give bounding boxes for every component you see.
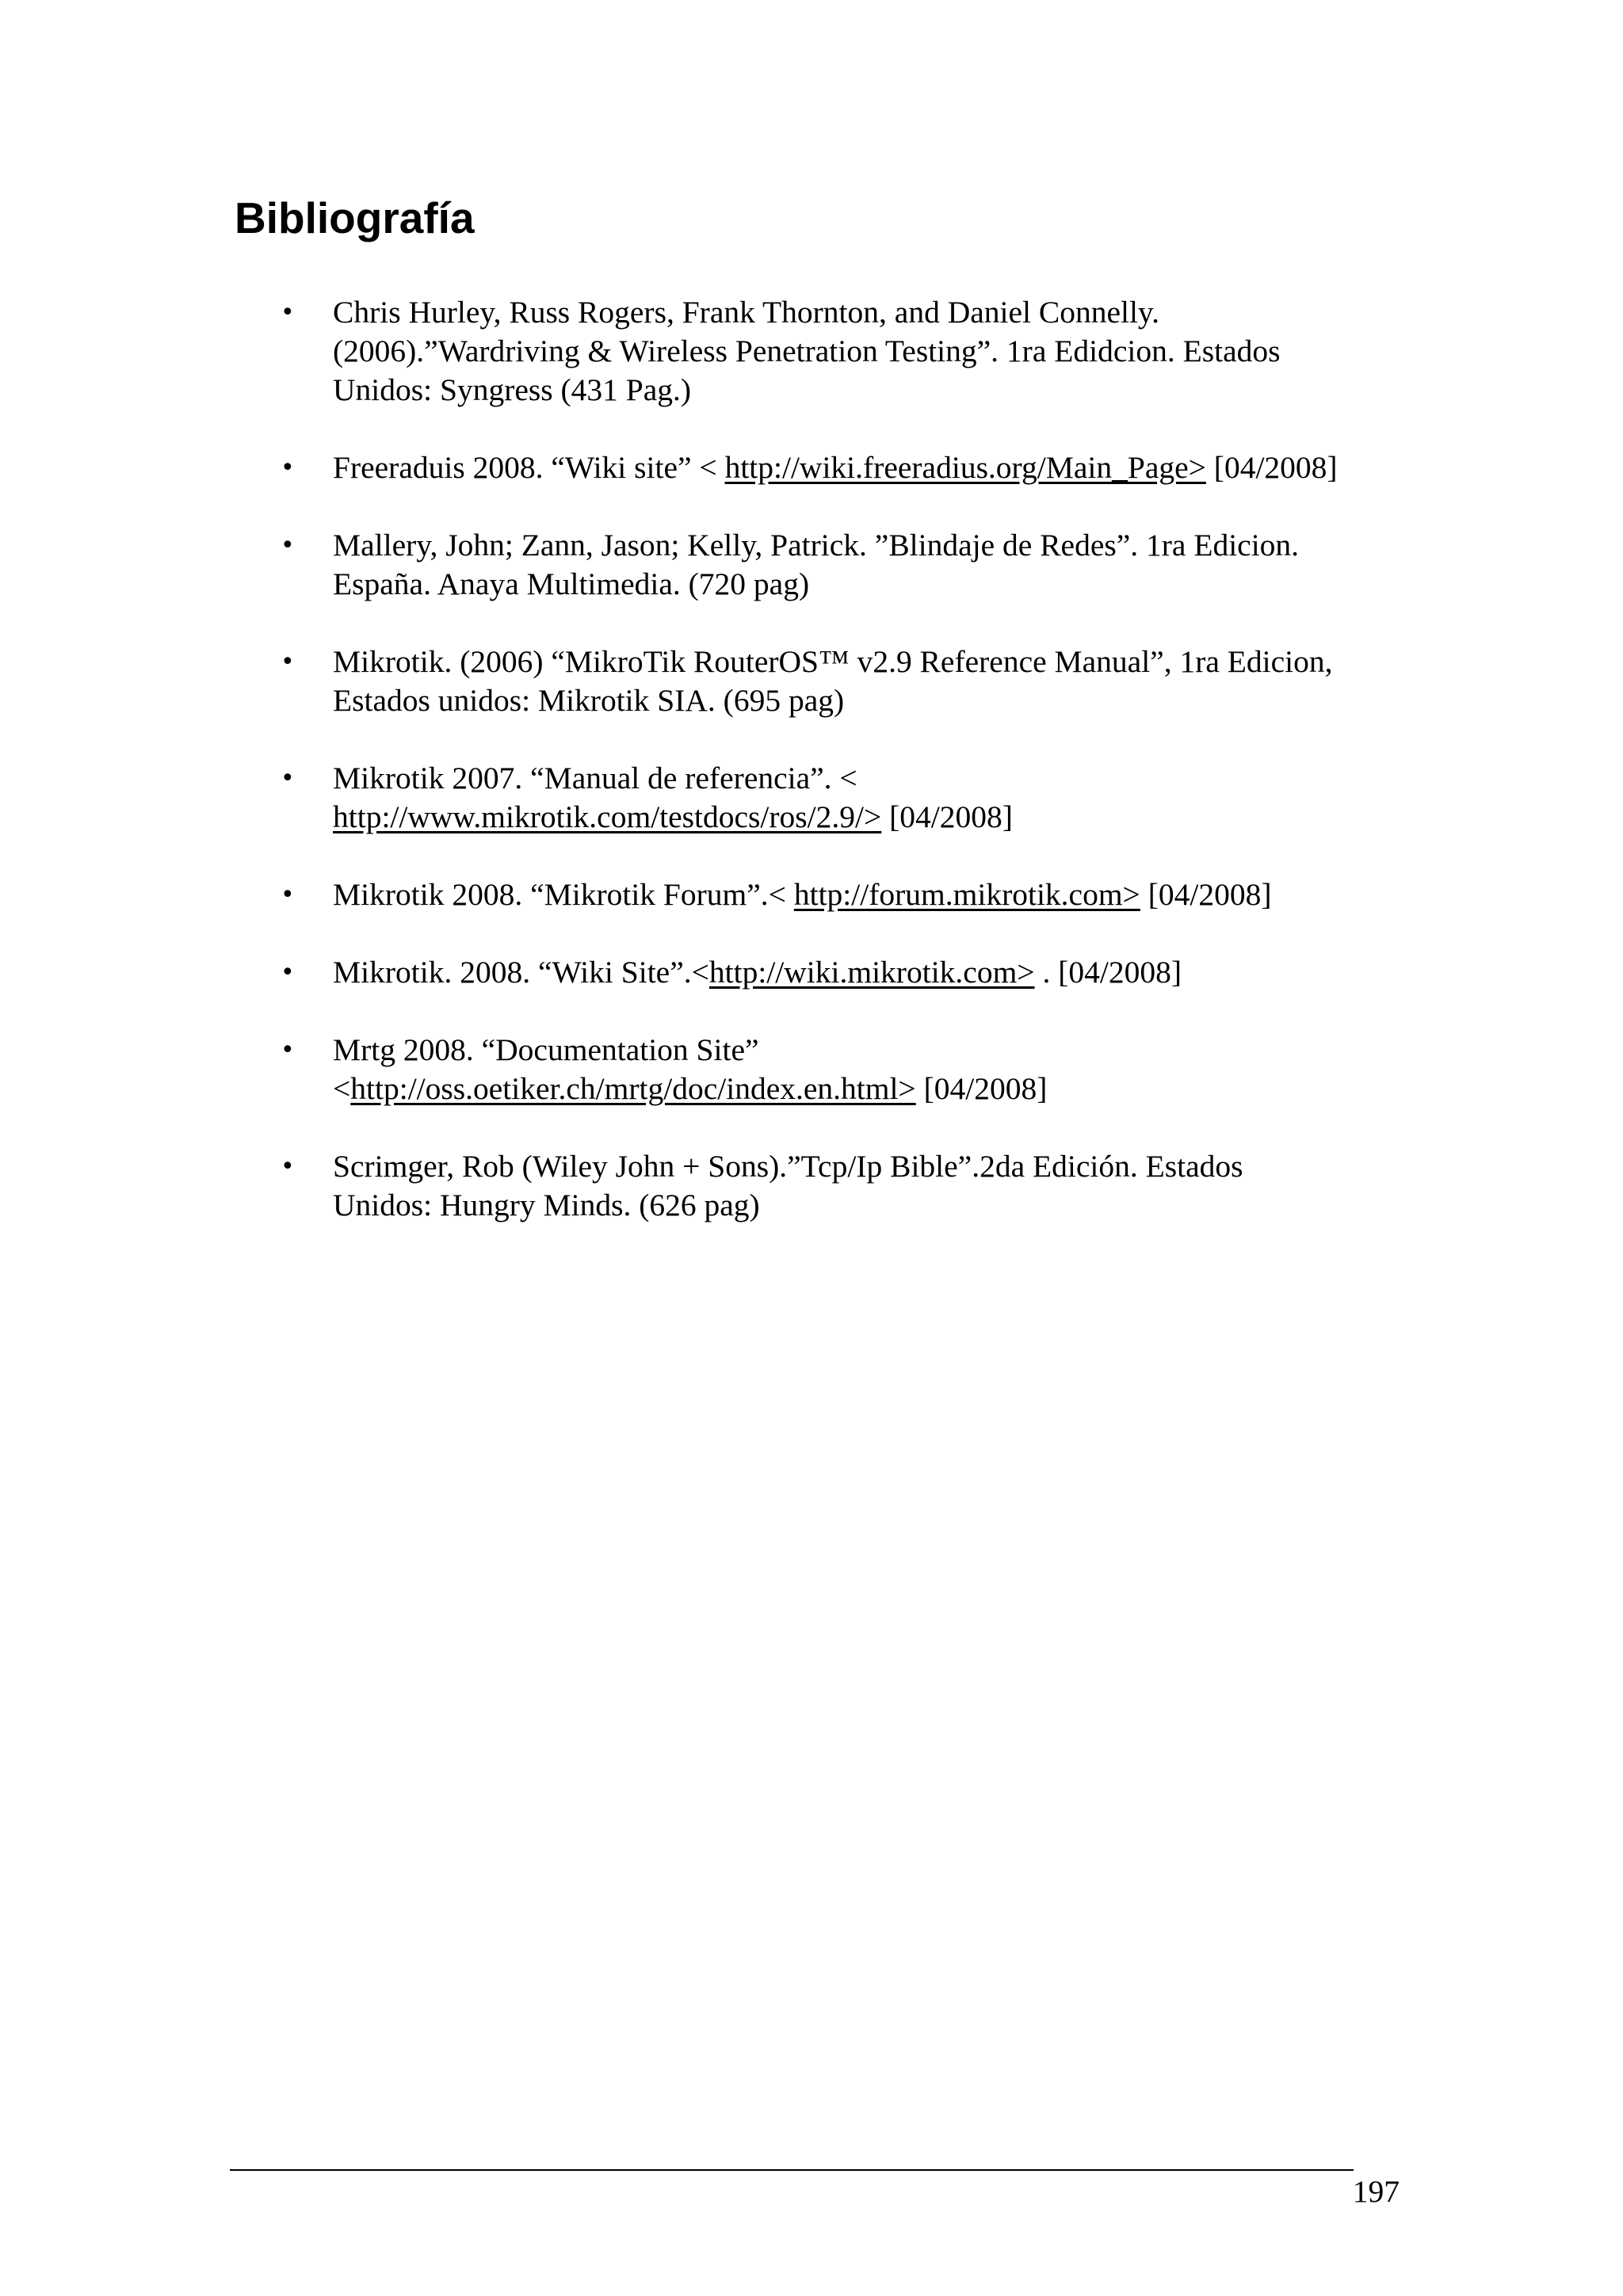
page-number: 197 (1352, 2174, 1400, 2209)
entry-text: Mikrotik 2008. “Mikrotik Forum”.< (333, 877, 794, 912)
bullet-icon: • (281, 881, 295, 909)
entry-line (333, 332, 1406, 371)
entry-text: . [04/2008] (1034, 955, 1182, 990)
entry-line (333, 1070, 1406, 1108)
bullet-icon: • (281, 532, 295, 559)
entry-text: Mrtg 2008. “Documentation Site” (333, 1032, 759, 1067)
entry-line (333, 1186, 1406, 1225)
entry-text: [04/2008] (915, 1071, 1048, 1106)
entry-text: Mikrotik 2007. “Manual de referencia”. < (333, 761, 857, 795)
entry-text: [04/2008] (881, 799, 1013, 834)
bullet-icon: • (281, 959, 295, 986)
entry-text: (2006).”Wardriving & Wireless Penetration Testing”. 1ra Edidcion. Estados (333, 334, 1281, 368)
bibliography-entry (281, 953, 1406, 992)
entry-text: Unidos: Syngress (431 Pag.) (333, 372, 692, 407)
bullet-icon: • (281, 1036, 295, 1064)
bibliography-entry (281, 448, 1406, 487)
entry-line (333, 953, 1406, 992)
entry-text: [04/2008] (1140, 877, 1272, 912)
bibliography-entry (281, 526, 1406, 604)
entry-line (333, 565, 1406, 604)
bibliography-entry (281, 1031, 1406, 1108)
entry-line (333, 759, 1406, 798)
bibliography-entry (281, 643, 1406, 720)
bibliography-entry (281, 1147, 1406, 1225)
entry-text: Scrimger, Rob (Wiley John + Sons).”Tcp/Ip Bible”.2da Edición. Estados (333, 1149, 1243, 1184)
bullet-icon: • (281, 299, 295, 326)
entry-line (333, 1031, 1406, 1070)
entry-text: Mikrotik. (2006) “MikroTik RouterOS™ v2.9 Reference Manual”, 1ra Edicion, (333, 644, 1333, 679)
bullet-icon: • (281, 648, 295, 676)
entry-text: Mikrotik. 2008. “Wiki Site”.< (333, 955, 709, 990)
entry-line (333, 526, 1406, 565)
reference-link[interactable]: http://forum.mikrotik.com> (793, 877, 1140, 912)
bibliography-entry (281, 293, 1406, 410)
entry-text: Freeraduis 2008. “Wiki site” < (333, 450, 725, 485)
bibliography-list (281, 293, 1406, 1264)
bibliography-entry (281, 875, 1406, 914)
entry-text: Estados unidos: Mikrotik SIA. (695 pag) (333, 683, 845, 718)
entry-text: Unidos: Hungry Minds. (626 pag) (333, 1188, 760, 1222)
reference-link[interactable]: http://oss.oetiker.ch/mrtg/doc/index.en.html> (350, 1071, 916, 1106)
entry-text: [04/2008] (1205, 450, 1338, 485)
entry-text: Mallery, John; Zann, Jason; Kelly, Patrick. ”Blindaje de Redes”. 1ra Edicion. (333, 528, 1300, 563)
entry-line (333, 875, 1406, 914)
bullet-icon: • (281, 454, 295, 482)
entry-line (333, 798, 1406, 837)
entry-line (333, 643, 1406, 681)
reference-link[interactable]: http://wiki.mikrotik.com> (708, 955, 1035, 990)
entry-line (333, 371, 1406, 410)
reference-link[interactable]: http://www.mikrotik.com/testdocs/ros/2.9/> (333, 799, 882, 834)
entry-line (333, 681, 1406, 720)
bullet-icon: • (281, 765, 295, 792)
entry-line (333, 448, 1406, 487)
entry-line (333, 1147, 1406, 1186)
entry-line (333, 293, 1406, 332)
entry-text: < (333, 1071, 351, 1106)
entry-text: Chris Hurley, Russ Rogers, Frank Thornton, and Daniel Connelly. (333, 295, 1159, 330)
bullet-icon: • (281, 1153, 295, 1180)
entry-text: España. Anaya Multimedia. (720 pag) (333, 566, 810, 601)
footer-divider (230, 2169, 1354, 2171)
reference-link[interactable]: http://wiki.freeradius.org/Main_Page> (724, 450, 1206, 485)
bibliography-entry (281, 759, 1406, 837)
page-title: Bibliografía (235, 193, 475, 242)
